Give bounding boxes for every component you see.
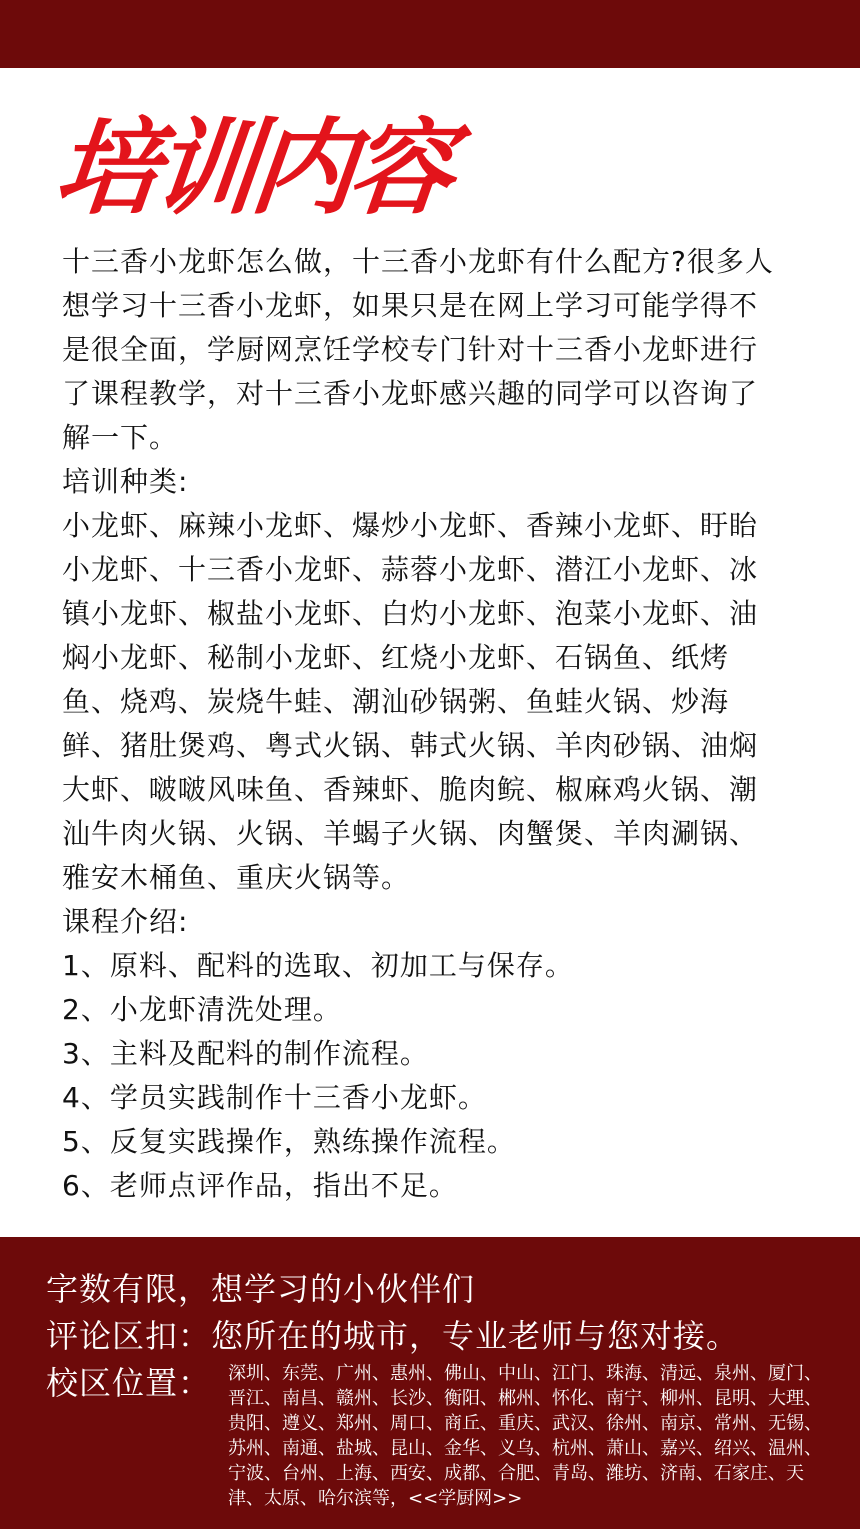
page-title: 培训内容 [49, 107, 455, 229]
list-item: 4、学员实践制作十三香小龙虾。 [62, 1081, 487, 1114]
campus-label: 校区位置： [46, 1364, 212, 1402]
footer-line-2: 评论区扣：您所在的城市，专业老师与您对接。 [46, 1317, 740, 1355]
main-content [62, 240, 777, 1208]
list-item: 1、原料、配料的选取、初加工与保存。 [62, 949, 574, 982]
list-item: 2、小龙虾清洗处理。 [62, 993, 342, 1026]
intro-paragraph: 十三香小龙虾怎么做，十三香小龙虾有什么配方?很多人想学习十三香小龙虾，如果只是在网上学习可能学得不是很全面，学厨网烹饪学校专门针对十三香小龙虾进行了课程教学，对十三香小龙虾感兴趣的同学可以咨询了解一下。 [62, 245, 774, 454]
course-label: 课程介绍: [62, 905, 189, 938]
categories-text: 小龙虾、麻辣小龙虾、爆炒小龙虾、香辣小龙虾、盱眙小龙虾、十三香小龙虾、蒜蓉小龙虾、潜江小龙虾、冰镇小龙虾、椒盐小龙虾、白灼小龙虾、泡菜小龙虾、油焖小龙虾、秘制小龙虾、红烧小龙虾、石锅鱼、纸烤鱼、烧鸡、炭烧牛蛙、潮汕砂锅粥、鱼蛙火锅、炒海鲜、猪肚煲鸡、粤式火锅、韩式火锅、羊肉砂锅、油焖大虾、啵啵风味鱼、香辣虾、脆肉鲩、椒麻鸡火锅、潮汕牛肉火锅、火锅、羊蝎子火锅、肉蟹煲、羊肉涮锅、雅安木桶鱼、重庆火锅等。 [62, 509, 759, 894]
top-banner [0, 0, 860, 68]
campus-list: 深圳、东莞、广州、惠州、佛山、中山、江门、珠海、清远、泉州、厦门、晋江、南昌、赣州、长沙、衡阳、郴州、怀化、南宁、柳州、昆明、大理、贵阳、遵义、郑州、周口、商丘、重庆、武汉、徐州、南京、常州、无锡、苏州、南通、盐城、昆山、金华、义乌、杭州、萧山、嘉兴、绍兴、温州、宁波、台州、上海、西安、成都、合肥、青岛、潍坊、济南、石家庄、天津、太原、哈尔滨等，<<学厨网>> [228, 1363, 822, 1509]
list-item: 6、老师点评作品，指出不足。 [62, 1169, 458, 1202]
footer-banner [0, 1237, 860, 1529]
course-list [62, 944, 777, 1208]
list-item: 3、主料及配料的制作流程。 [62, 1037, 429, 1070]
categories-label: 培训种类: [62, 465, 189, 498]
footer-line-1: 字数有限，想学习的小伙伴们 [46, 1270, 476, 1308]
list-item: 5、反复实践操作，熟练操作流程。 [62, 1125, 516, 1158]
